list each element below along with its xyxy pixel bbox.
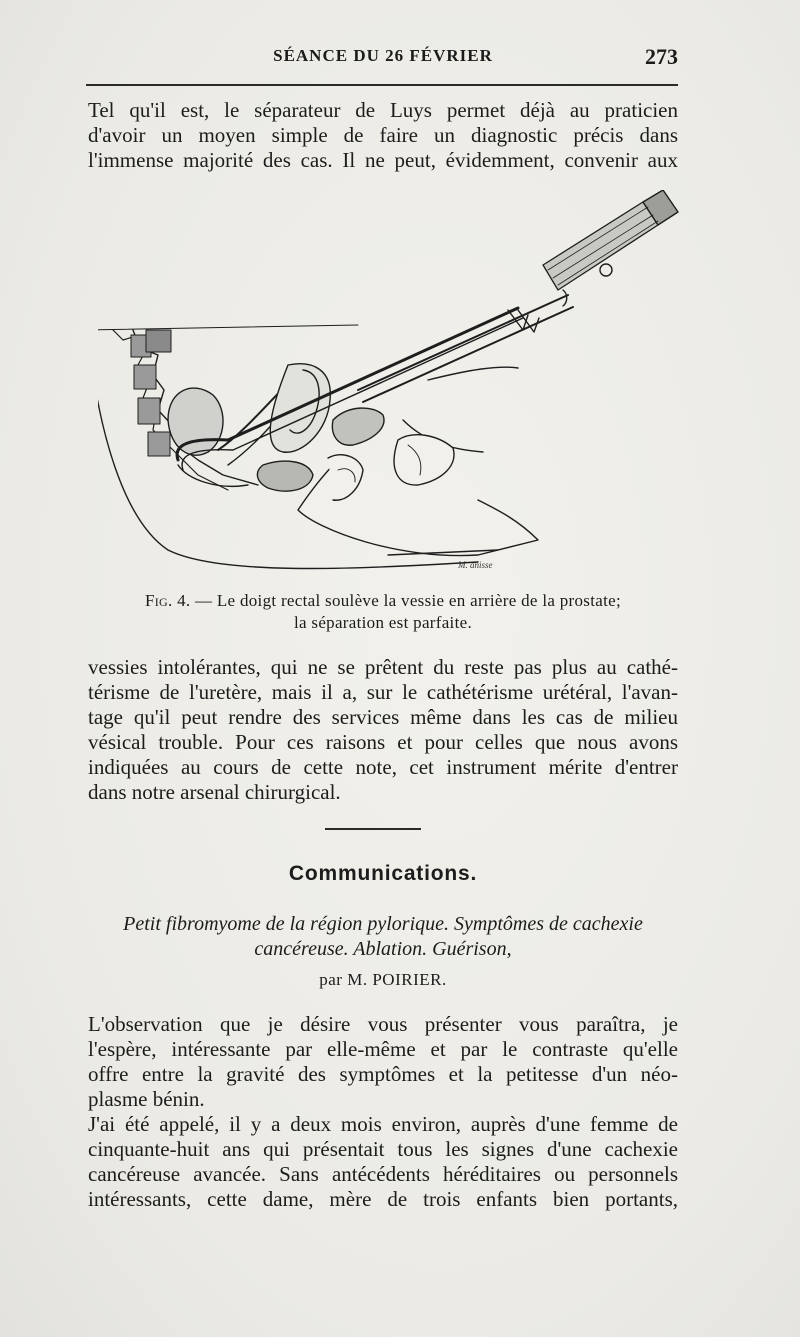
- running-title: SÉANCE DU 26 FÉVRIER: [273, 46, 493, 65]
- paragraph-line: vessies intolérantes, qui ne se prêtent du reste pas plus au cathé-: [88, 655, 678, 679]
- paragraph-line: plasme bénin.: [88, 1087, 205, 1111]
- paragraph-line: indiquées au cours de cette note, cet instrument mérite d'entrer: [88, 755, 678, 779]
- running-head: [88, 44, 678, 74]
- paragraph-line: cancéreuse avancée. Sans antécédents héréditaires ou personnels: [88, 1162, 678, 1186]
- paragraph-4: [88, 1112, 678, 1212]
- paragraph-1: [88, 98, 678, 173]
- paragraph-2: [88, 655, 678, 805]
- paragraph-line: L'observation que je désire vous présenter vous paraîtra, je: [88, 1012, 678, 1036]
- paragraph-line: J'ai été appelé, il y a deux mois environ, auprès d'une femme de: [88, 1112, 678, 1136]
- paragraph-line: d'avoir un moyen simple de faire un diagnostic précis dans: [88, 123, 678, 147]
- section-divider: [325, 828, 421, 830]
- page-number: 273: [645, 44, 678, 69]
- paragraph-line: tage qu'il peut rendre des services même dans les cas de milieu: [88, 705, 678, 729]
- paragraph-line: dans notre arsenal chirurgical.: [88, 780, 341, 804]
- paragraph-line: l'espère, intéressante par elle-même et par le contraste qu'elle: [88, 1037, 678, 1061]
- article-title-line-1: Petit fibromyome de la région pylorique. Symptômes de cachexie: [123, 913, 643, 935]
- paragraph-line: intéressants, cette dame, mère de trois enfants bien portants,: [88, 1187, 678, 1211]
- caption-line-1: — Le doigt rectal soulève la vessie en arrière de la prostate;: [190, 591, 621, 610]
- paragraph-line: Tel qu'il est, le séparateur de Luys permet déjà au praticien: [88, 98, 678, 122]
- section-title: Communications.: [288, 862, 478, 885]
- header-rule: [86, 84, 678, 86]
- paragraph-line: offre entre la gravité des symptômes et la petitesse d'un néo-: [88, 1062, 678, 1086]
- paragraph-line: vésical trouble. Pour ces raisons et pour celles que nous avons: [88, 730, 678, 754]
- figure-illustration: [98, 190, 683, 580]
- anatomical-engraving: [98, 190, 683, 580]
- figure-label: Fig. 4.: [145, 591, 191, 610]
- paragraph-3: [88, 1012, 678, 1112]
- article-author: par M. POIRIER.: [319, 970, 447, 989]
- paragraph-line: térisme de l'uretère, mais il a, sur le cathétérisme urétéral, l'avan-: [88, 680, 678, 704]
- caption-line-2: la séparation est parfaite.: [293, 613, 473, 632]
- engraver-signature: M. anisse: [458, 560, 493, 570]
- figure-caption: [88, 590, 678, 634]
- paragraph-line: cinquante-huit ans qui présentait tous les signes d'une cachexie: [88, 1137, 678, 1161]
- article-title-line-2: cancéreuse. Ablation. Guérison,: [254, 938, 512, 960]
- article-title: [88, 912, 678, 962]
- paragraph-line: l'immense majorité des cas. Il ne peut, évidemment, convenir aux: [88, 148, 678, 172]
